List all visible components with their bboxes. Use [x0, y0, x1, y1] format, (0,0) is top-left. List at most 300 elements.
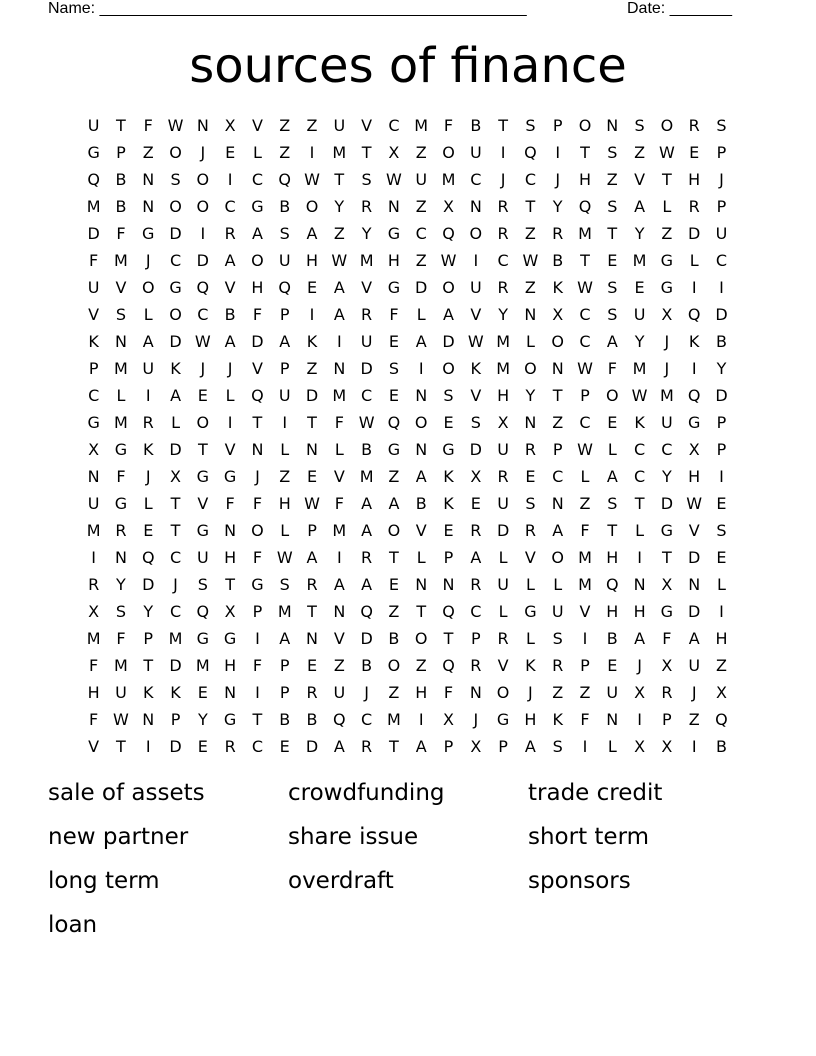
grid-letter[interactable]: C — [415, 224, 427, 243]
grid-letter[interactable]: Y — [716, 359, 727, 378]
grid-letter[interactable]: E — [279, 737, 290, 756]
grid-letter[interactable]: A — [279, 629, 291, 648]
grid-letter[interactable]: B — [470, 116, 482, 135]
grid-letter[interactable]: Y — [197, 710, 208, 729]
grid-letter[interactable]: Y — [116, 575, 126, 594]
grid-letter[interactable]: E — [716, 494, 727, 513]
grid-letter[interactable]: F — [580, 521, 590, 540]
grid-letter[interactable]: M — [359, 467, 374, 486]
grid-letter[interactable]: C — [470, 170, 482, 189]
grid-letter[interactable]: Z — [415, 143, 427, 162]
grid-letter[interactable]: N — [606, 710, 619, 729]
grid-letter[interactable]: Z — [306, 359, 318, 378]
grid-letter[interactable]: M — [277, 602, 292, 621]
grid-letter[interactable]: L — [580, 467, 590, 486]
grid-letter[interactable]: D — [715, 305, 728, 324]
grid-letter[interactable]: V — [524, 548, 536, 567]
grid-letter[interactable]: N — [224, 521, 237, 540]
grid-letter[interactable]: H — [633, 602, 646, 621]
grid-letter[interactable]: Y — [661, 467, 672, 486]
grid-letter[interactable]: B — [115, 170, 127, 189]
grid-letter[interactable]: G — [87, 413, 100, 432]
grid-letter[interactable]: R — [142, 413, 154, 432]
grid-letter[interactable]: Z — [279, 467, 291, 486]
grid-letter[interactable]: N — [142, 170, 155, 189]
grid-letter[interactable]: N — [142, 197, 155, 216]
grid-letter[interactable]: F — [607, 359, 617, 378]
grid-letter[interactable]: Z — [415, 656, 427, 675]
grid-letter[interactable]: G — [387, 278, 401, 297]
grid-letter[interactable]: U — [196, 548, 209, 567]
grid-letter[interactable]: L — [171, 413, 180, 432]
grid-letter[interactable]: N — [524, 413, 537, 432]
grid-letter[interactable]: L — [635, 521, 645, 540]
grid-letter[interactable]: T — [252, 710, 263, 729]
grid-letter[interactable]: E — [443, 413, 454, 432]
grid-letter[interactable]: Y — [634, 332, 645, 351]
grid-letter[interactable]: V — [361, 116, 373, 135]
grid-letter[interactable]: A — [634, 197, 646, 216]
grid-letter[interactable]: L — [498, 548, 508, 567]
grid-letter[interactable]: B — [715, 332, 727, 351]
grid-letter[interactable]: Z — [661, 224, 673, 243]
grid-letter[interactable]: L — [498, 602, 508, 621]
grid-letter[interactable]: M — [659, 386, 674, 405]
grid-letter[interactable]: M — [114, 359, 128, 378]
grid-letter[interactable]: G — [196, 521, 210, 540]
grid-letter[interactable]: X — [470, 737, 482, 756]
grid-letter[interactable]: N — [551, 494, 564, 513]
grid-letter[interactable]: I — [255, 683, 260, 702]
grid-letter[interactable]: J — [637, 656, 642, 675]
grid-letter[interactable]: T — [307, 413, 317, 432]
grid-letter[interactable]: E — [525, 467, 536, 486]
grid-letter[interactable]: M — [578, 575, 592, 594]
grid-letter[interactable]: C — [524, 170, 536, 189]
grid-letter[interactable]: B — [115, 197, 127, 216]
grid-letter[interactable]: Q — [715, 710, 728, 729]
grid-letter[interactable]: O — [169, 305, 182, 324]
grid-letter[interactable]: D — [415, 278, 428, 297]
grid-letter[interactable]: A — [361, 521, 373, 540]
grid-letter[interactable]: A — [415, 467, 427, 486]
grid-letter[interactable]: X — [661, 575, 673, 594]
grid-letter[interactable]: Q — [687, 305, 701, 324]
grid-letter[interactable]: R — [497, 629, 509, 648]
grid-letter[interactable]: O — [660, 116, 674, 135]
grid-letter[interactable]: L — [116, 386, 126, 405]
grid-letter[interactable]: F — [116, 467, 126, 486]
grid-letter[interactable]: S — [443, 386, 454, 405]
grid-letter[interactable]: W — [194, 332, 211, 351]
grid-letter[interactable]: G — [387, 440, 401, 459]
grid-letter[interactable]: I — [691, 737, 697, 756]
grid-letter[interactable]: U — [87, 116, 100, 135]
grid-letter[interactable]: S — [716, 521, 727, 540]
grid-letter[interactable]: C — [388, 116, 400, 135]
grid-letter[interactable]: C — [361, 386, 373, 405]
grid-letter[interactable]: M — [632, 359, 647, 378]
grid-letter[interactable]: A — [470, 548, 482, 567]
grid-letter[interactable]: I — [418, 359, 424, 378]
grid-letter[interactable]: E — [197, 737, 208, 756]
grid-letter[interactable]: J — [145, 467, 151, 486]
grid-letter[interactable]: M — [332, 143, 347, 162]
grid-letter[interactable]: F — [443, 683, 454, 702]
grid-letter[interactable]: U — [497, 494, 509, 513]
grid-letter[interactable]: S — [634, 116, 645, 135]
grid-letter[interactable]: O — [141, 278, 155, 297]
grid-letter[interactable]: A — [224, 251, 236, 270]
grid-letter[interactable]: R — [115, 521, 127, 540]
grid-letter[interactable]: E — [607, 413, 618, 432]
grid-letter[interactable]: S — [552, 737, 563, 756]
grid-letter[interactable]: L — [280, 521, 290, 540]
grid-letter[interactable]: K — [525, 656, 536, 675]
grid-letter[interactable]: Q — [442, 602, 455, 621]
grid-letter[interactable]: C — [634, 440, 646, 459]
grid-letter[interactable]: R — [361, 737, 373, 756]
grid-letter[interactable]: Q — [387, 413, 401, 432]
grid-letter[interactable]: X — [224, 116, 236, 135]
grid-letter[interactable]: T — [443, 629, 454, 648]
grid-letter[interactable]: F — [89, 251, 99, 270]
grid-letter[interactable]: L — [607, 440, 617, 459]
grid-letter[interactable]: R — [524, 521, 536, 540]
grid-letter[interactable]: V — [470, 305, 482, 324]
grid-letter[interactable]: P — [170, 710, 181, 729]
grid-letter[interactable]: A — [333, 305, 345, 324]
grid-letter[interactable]: R — [224, 737, 236, 756]
grid-letter[interactable]: Z — [415, 251, 427, 270]
grid-letter[interactable]: A — [634, 629, 646, 648]
grid-letter[interactable]: X — [388, 143, 400, 162]
grid-letter[interactable]: Z — [634, 143, 646, 162]
grid-letter[interactable]: P — [143, 629, 154, 648]
grid-letter[interactable]: U — [497, 575, 509, 594]
grid-letter[interactable]: L — [525, 575, 535, 594]
grid-letter[interactable]: W — [113, 710, 129, 729]
grid-letter[interactable]: W — [467, 332, 484, 351]
grid-letter[interactable]: N — [224, 683, 237, 702]
grid-letter[interactable]: H — [251, 278, 264, 297]
grid-letter[interactable]: Z — [715, 656, 727, 675]
grid-letter[interactable]: J — [473, 710, 479, 729]
grid-letter[interactable]: P — [716, 197, 727, 216]
grid-letter[interactable]: W — [686, 494, 703, 513]
grid-letter[interactable]: V — [88, 737, 100, 756]
grid-letter[interactable]: K — [470, 359, 482, 378]
grid-letter[interactable]: G — [660, 602, 674, 621]
grid-letter[interactable]: I — [336, 332, 342, 351]
grid-letter[interactable]: K — [634, 413, 645, 432]
grid-letter[interactable]: G — [442, 440, 455, 459]
grid-letter[interactable]: A — [170, 386, 182, 405]
grid-letter[interactable]: G — [660, 521, 674, 540]
grid-letter[interactable]: X — [715, 683, 727, 702]
grid-letter[interactable]: W — [358, 413, 375, 432]
grid-letter[interactable]: V — [224, 278, 236, 297]
grid-letter[interactable]: Z — [552, 683, 564, 702]
grid-letter[interactable]: E — [716, 548, 727, 567]
grid-letter[interactable]: X — [661, 737, 673, 756]
grid-letter[interactable]: P — [279, 359, 290, 378]
grid-letter[interactable]: W — [276, 548, 293, 567]
grid-letter[interactable]: B — [361, 656, 373, 675]
grid-letter[interactable]: O — [169, 143, 182, 162]
grid-letter[interactable]: H — [415, 683, 428, 702]
grid-letter[interactable]: Q — [442, 656, 455, 675]
grid-letter[interactable]: V — [470, 386, 482, 405]
grid-letter[interactable]: H — [224, 548, 237, 567]
grid-letter[interactable]: Z — [388, 683, 400, 702]
grid-letter[interactable]: F — [89, 710, 99, 729]
grid-letter[interactable]: S — [552, 629, 563, 648]
grid-letter[interactable]: X — [688, 440, 700, 459]
grid-letter[interactable]: B — [606, 629, 618, 648]
grid-letter[interactable]: M — [441, 170, 456, 189]
grid-letter[interactable]: I — [582, 737, 588, 756]
grid-letter[interactable]: D — [688, 224, 701, 243]
grid-letter[interactable]: K — [306, 332, 318, 351]
grid-letter[interactable]: A — [306, 224, 318, 243]
grid-letter[interactable]: T — [634, 494, 645, 513]
grid-letter[interactable]: T — [552, 386, 563, 405]
grid-letter[interactable]: O — [251, 521, 264, 540]
grid-letter[interactable]: E — [197, 386, 208, 405]
grid-letter[interactable]: G — [251, 575, 264, 594]
grid-letter[interactable]: Y — [552, 197, 563, 216]
grid-letter[interactable]: O — [251, 251, 264, 270]
grid-letter[interactable]: X — [443, 710, 454, 729]
grid-letter[interactable]: V — [497, 656, 509, 675]
grid-letter[interactable]: O — [196, 197, 210, 216]
grid-letter[interactable]: X — [634, 683, 646, 702]
grid-letter[interactable]: U — [469, 278, 482, 297]
grid-letter[interactable]: I — [255, 629, 260, 648]
grid-letter[interactable]: N — [142, 710, 155, 729]
grid-letter[interactable]: J — [145, 251, 151, 270]
grid-letter[interactable]: D — [87, 224, 100, 243]
grid-letter[interactable]: J — [227, 359, 233, 378]
grid-letter[interactable]: S — [279, 224, 290, 243]
grid-letter[interactable]: G — [387, 224, 401, 243]
grid-letter[interactable]: H — [688, 170, 701, 189]
grid-letter[interactable]: L — [689, 251, 699, 270]
grid-letter[interactable]: N — [606, 116, 619, 135]
grid-letter[interactable]: R — [470, 521, 482, 540]
grid-letter[interactable]: X — [661, 305, 673, 324]
grid-letter[interactable]: Q — [87, 170, 100, 189]
grid-letter[interactable]: P — [116, 143, 126, 162]
grid-letter[interactable]: O — [414, 629, 428, 648]
grid-letter[interactable]: W — [577, 359, 593, 378]
grid-letter[interactable]: Y — [525, 386, 536, 405]
grid-letter[interactable]: P — [307, 521, 317, 540]
grid-letter[interactable]: N — [469, 197, 482, 216]
grid-letter[interactable]: X — [634, 737, 646, 756]
grid-letter[interactable]: U — [715, 224, 728, 243]
grid-letter[interactable]: Z — [279, 116, 291, 135]
grid-letter[interactable]: U — [497, 440, 509, 459]
grid-letter[interactable]: M — [632, 251, 647, 270]
grid-letter[interactable]: L — [225, 386, 235, 405]
grid-letter[interactable]: A — [142, 332, 154, 351]
grid-letter[interactable]: F — [143, 116, 153, 135]
grid-letter[interactable]: I — [691, 359, 697, 378]
grid-letter[interactable]: J — [255, 467, 260, 486]
grid-letter[interactable]: G — [114, 440, 128, 459]
grid-letter[interactable]: K — [170, 359, 181, 378]
grid-letter[interactable]: P — [552, 116, 563, 135]
grid-letter[interactable]: Z — [524, 224, 536, 243]
grid-letter[interactable]: W — [331, 251, 348, 270]
grid-letter[interactable]: E — [388, 575, 399, 594]
grid-letter[interactable]: X — [661, 656, 673, 675]
grid-letter[interactable]: M — [86, 629, 101, 648]
grid-letter[interactable]: L — [717, 575, 726, 594]
grid-letter[interactable]: Q — [278, 278, 292, 297]
grid-letter[interactable]: Q — [333, 710, 346, 729]
grid-letter[interactable]: N — [469, 683, 482, 702]
grid-letter[interactable]: I — [145, 737, 151, 756]
grid-letter[interactable]: C — [497, 251, 509, 270]
grid-letter[interactable]: S — [607, 305, 618, 324]
grid-letter[interactable]: P — [716, 413, 727, 432]
grid-letter[interactable]: W — [440, 251, 457, 270]
grid-letter[interactable]: I — [309, 305, 315, 324]
grid-letter[interactable]: I — [200, 224, 206, 243]
grid-letter[interactable]: W — [658, 143, 675, 162]
grid-letter[interactable]: F — [580, 710, 590, 729]
grid-letter[interactable]: M — [86, 521, 101, 540]
grid-letter[interactable]: D — [469, 440, 482, 459]
grid-letter[interactable]: S — [525, 116, 536, 135]
grid-letter[interactable]: I — [582, 629, 588, 648]
grid-letter[interactable]: S — [607, 197, 618, 216]
grid-letter[interactable]: U — [278, 251, 291, 270]
grid-letter[interactable]: V — [115, 278, 127, 297]
grid-letter[interactable]: W — [304, 494, 320, 513]
grid-letter[interactable]: F — [334, 413, 344, 432]
grid-letter[interactable]: R — [552, 224, 564, 243]
grid-letter[interactable]: F — [252, 494, 263, 513]
grid-letter[interactable]: E — [225, 143, 236, 162]
grid-letter[interactable]: P — [498, 737, 508, 756]
grid-letter[interactable]: C — [251, 170, 264, 189]
grid-letter[interactable]: G — [196, 467, 210, 486]
grid-letter[interactable]: I — [336, 548, 342, 567]
date-field-label[interactable]: Date: _______ — [627, 0, 732, 17]
grid-letter[interactable]: R — [497, 224, 509, 243]
grid-letter[interactable]: I — [227, 413, 233, 432]
grid-letter[interactable]: F — [89, 656, 99, 675]
grid-letter[interactable]: H — [87, 683, 100, 702]
grid-letter[interactable]: G — [660, 278, 674, 297]
grid-letter[interactable]: N — [87, 467, 100, 486]
grid-letter[interactable]: R — [688, 116, 700, 135]
grid-letter[interactable]: E — [388, 332, 399, 351]
grid-letter[interactable]: R — [361, 197, 373, 216]
grid-letter[interactable]: S — [470, 413, 481, 432]
grid-letter[interactable]: P — [443, 548, 454, 567]
grid-letter[interactable]: G — [496, 710, 510, 729]
grid-letter[interactable]: D — [305, 386, 319, 405]
grid-letter[interactable]: L — [143, 305, 153, 324]
grid-letter[interactable]: D — [169, 440, 182, 459]
grid-letter[interactable]: A — [415, 737, 427, 756]
grid-letter[interactable]: V — [251, 116, 263, 135]
grid-letter[interactable]: J — [173, 575, 178, 594]
grid-letter[interactable]: V — [88, 305, 100, 324]
grid-letter[interactable]: A — [606, 467, 618, 486]
grid-letter[interactable]: L — [525, 629, 535, 648]
grid-letter[interactable]: U — [115, 683, 127, 702]
grid-letter[interactable]: E — [607, 656, 618, 675]
grid-letter[interactable]: A — [361, 494, 373, 513]
grid-letter[interactable]: N — [387, 197, 400, 216]
grid-letter[interactable]: B — [306, 710, 318, 729]
grid-letter[interactable]: I — [473, 251, 479, 270]
grid-letter[interactable]: T — [116, 737, 126, 756]
grid-letter[interactable]: C — [552, 467, 564, 486]
grid-letter[interactable]: A — [279, 332, 291, 351]
grid-letter[interactable]: W — [631, 386, 648, 405]
grid-letter[interactable]: M — [496, 359, 510, 378]
grid-letter[interactable]: I — [500, 143, 506, 162]
grid-letter[interactable]: Q — [578, 197, 592, 216]
grid-letter[interactable]: T — [580, 143, 590, 162]
grid-letter[interactable]: D — [660, 494, 674, 513]
grid-letter[interactable]: O — [196, 170, 210, 189]
grid-letter[interactable]: G — [223, 629, 237, 648]
grid-letter[interactable]: C — [634, 467, 646, 486]
grid-letter[interactable]: N — [114, 548, 127, 567]
grid-letter[interactable]: G — [87, 143, 100, 162]
grid-letter[interactable]: T — [252, 413, 263, 432]
grid-letter[interactable]: U — [606, 683, 619, 702]
grid-letter[interactable]: J — [364, 683, 369, 702]
grid-letter[interactable]: K — [552, 710, 563, 729]
grid-letter[interactable]: O — [169, 197, 182, 216]
grid-letter[interactable]: Q — [278, 170, 292, 189]
grid-letter[interactable]: Q — [251, 386, 264, 405]
grid-letter[interactable]: L — [607, 737, 617, 756]
grid-letter[interactable]: C — [169, 251, 182, 270]
grid-letter[interactable]: N — [415, 440, 428, 459]
grid-letter[interactable]: V — [251, 359, 263, 378]
grid-letter[interactable]: C — [661, 440, 673, 459]
grid-letter[interactable]: S — [607, 494, 618, 513]
grid-letter[interactable]: X — [552, 305, 564, 324]
grid-letter[interactable]: D — [169, 656, 182, 675]
grid-letter[interactable]: B — [361, 440, 373, 459]
grid-letter[interactable]: J — [200, 359, 206, 378]
grid-letter[interactable]: G — [196, 629, 210, 648]
grid-letter[interactable]: L — [280, 440, 290, 459]
grid-letter[interactable]: X — [88, 602, 100, 621]
grid-letter[interactable]: Q — [360, 602, 373, 621]
grid-letter[interactable]: D — [251, 332, 264, 351]
grid-letter[interactable]: T — [607, 521, 618, 540]
grid-letter[interactable]: Z — [279, 143, 291, 162]
grid-letter[interactable]: A — [251, 224, 263, 243]
grid-letter[interactable]: O — [442, 359, 455, 378]
grid-letter[interactable]: B — [279, 197, 291, 216]
grid-letter[interactable]: N — [524, 305, 537, 324]
grid-letter[interactable]: H — [224, 656, 237, 675]
grid-letter[interactable]: P — [443, 737, 454, 756]
